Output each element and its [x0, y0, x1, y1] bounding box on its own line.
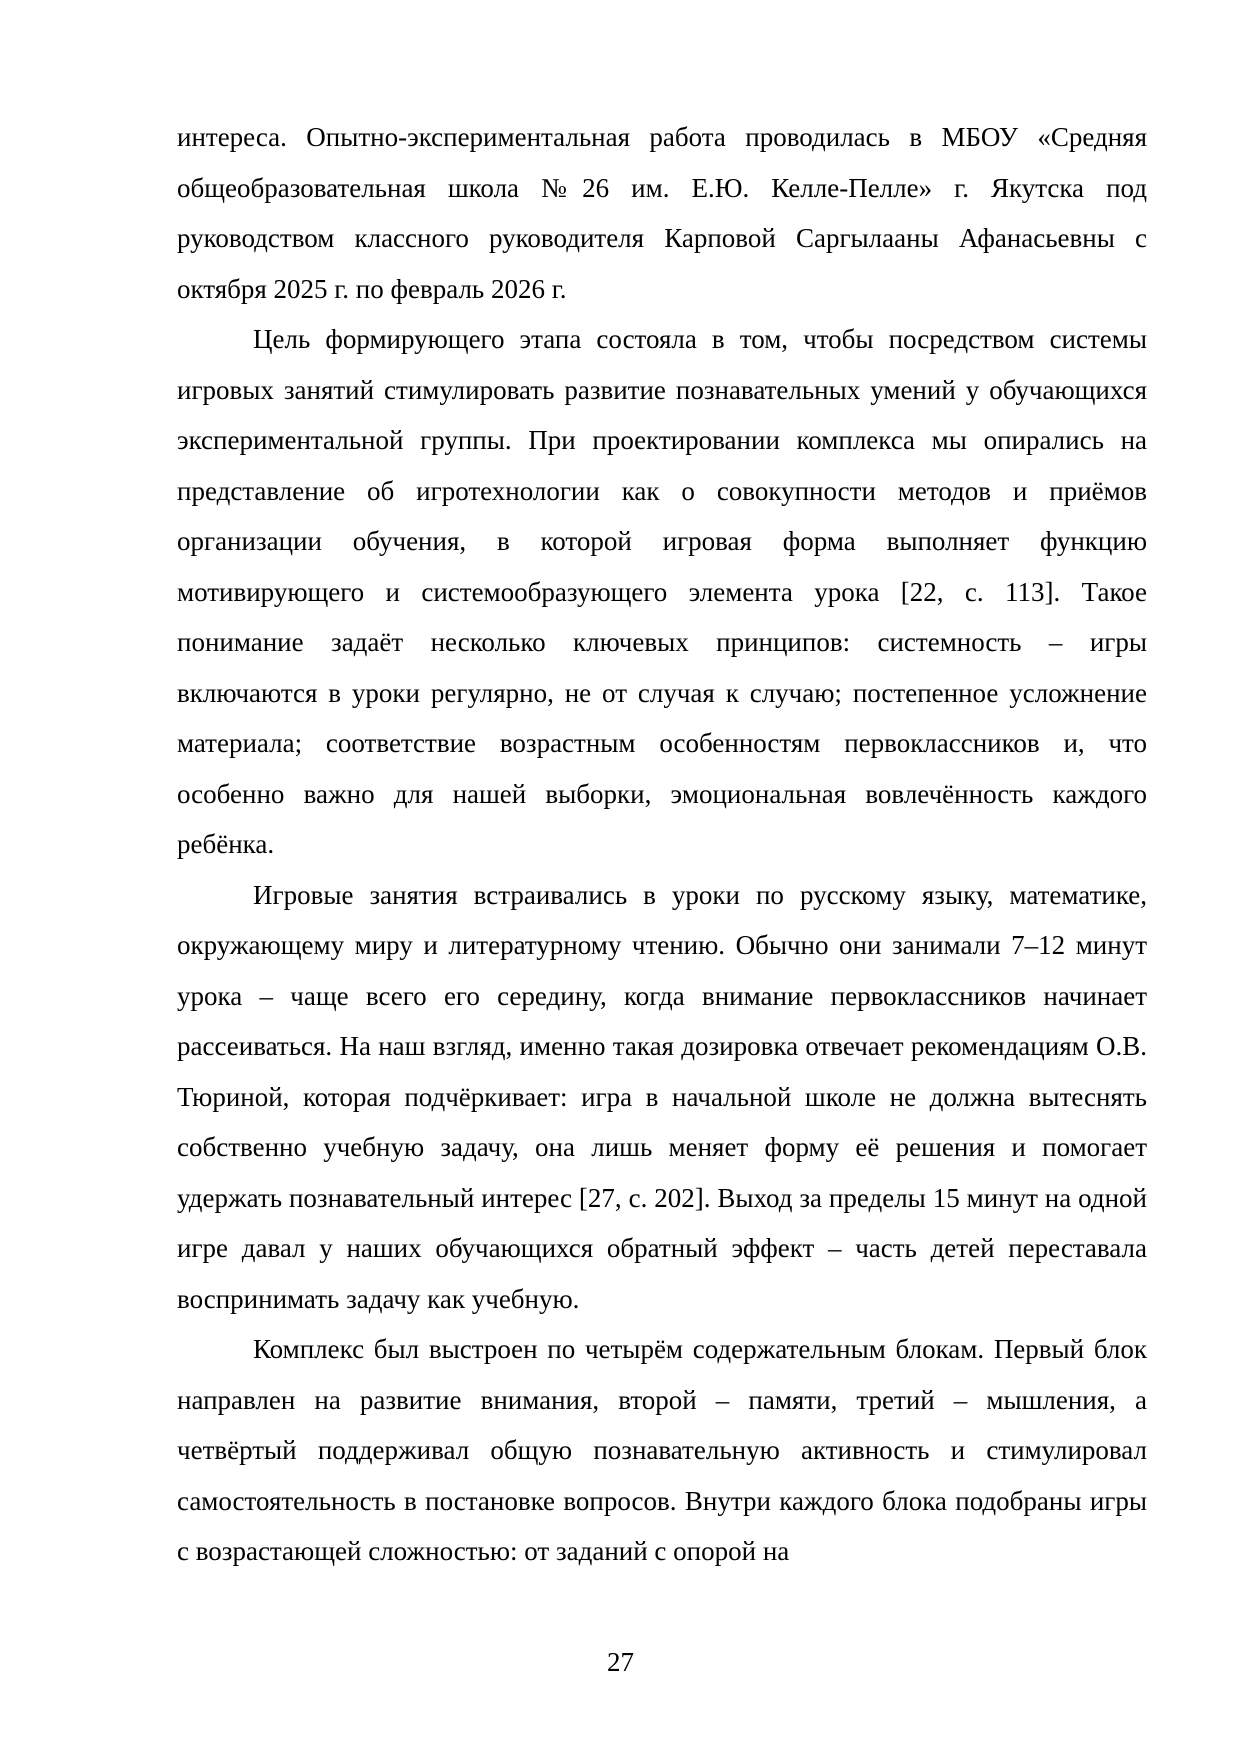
paragraph-complex-blocks: Комплекс был выстроен по четырём содержательным блокам. Первый блок направлен на развитие внимания, второй – памяти, третий – мышления, а четвёртый поддерживал общую познавательную активность и стимулировал самостоятельность в постановке вопросов. Внутри каждого блока подобраны игры с возрастающей сложностью: от заданий с опорой на: [177, 1334, 1147, 1566]
page-number: 27: [607, 1647, 634, 1677]
page-body: [177, 112, 1147, 1577]
paragraph-formative-stage-goal: Цель формирующего этапа состояла в том, чтобы посредством системы игровых занятий стимулировать развитие познавательных умений у обучающихся экспериментальной группы. При проектировании комплекса мы опирались на представление об игротехнологии как о совокупности методов и приёмов организации обучения, в которой игровая форма выполняет функцию мотивирующего и системообразующего элемента урока [22, с. 113]. Такое понимание задаёт несколько ключевых принципов: системность – игры включаются в уроки регулярно, не от случая к случаю; постепенное усложнение материала; соответствие возрастным особенностям первоклассников и, что особенно важно для нашей выборки, эмоциональная вовлечённость каждого ребёнка.: [177, 324, 1147, 859]
paragraph-continuation: интереса. Опытно-экспериментальная работа проводилась в МБОУ «Средняя общеобразовательная школа №26 им. Е.Ю. Келле-Пелле» г. Якутска под руководством классного руководителя Карповой Саргылааны Афанасьевны с октября 2025 г. по февраль 2026 г.: [177, 122, 1147, 304]
paragraph-game-lessons: Игровые занятия встраивались в уроки по русскому языку, математике, окружающему миру и литературному чтению. Обычно они занимали 7–12 минут урока – чаще всего его середину, когда внимание первоклассников начинает рассеиваться. На наш взгляд, именно такая дозировка отвечает рекомендациям О.В. Тюриной, которая подчёркивает: игра в начальной школе не должна вытеснять собственно учебную задачу, она лишь меняет форму её решения и помогает удержать познавательный интерес [27, с. 202]. Выход за пределы 15 минут на одной игре давал у наших обучающихся обратный эффект – часть детей переставала воспринимать задачу как учебную.: [177, 879, 1147, 1314]
